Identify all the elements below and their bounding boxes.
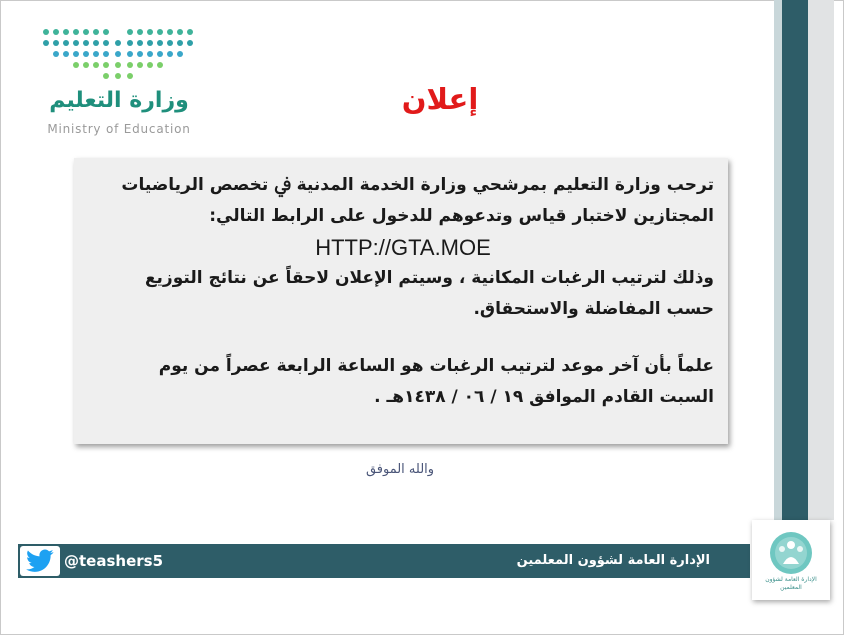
side-stripe-light [774,0,782,520]
side-stripe-dark [782,0,808,520]
ministry-name-arabic: وزارة التعليم [49,88,189,113]
closing-phrase: والله الموفق [365,462,435,477]
twitter-bird-icon [26,549,54,573]
announcement-line-4: حسب المفاضلة والاستحقاق. [473,299,714,319]
announcement-line-6: السبت القادم الموافق ١٩ / ٠٦ / ١٤٣٨هـ . [374,387,714,407]
department-logo-caption: الإدارة العامة لشؤون المعلمين [765,576,817,591]
announcement-line-3: وذلك لترتيب الرغبات المكانية ، وسيتم الإعلان لاحقاً عن نتائج التوزيع [144,268,714,288]
twitter-handle[interactable]: @teashers5 [64,552,164,570]
announcement-line-5: علماً بأن آخر موعد لترتيب الرغبات هو الساعة الرابعة عصراً من يوم [158,356,714,376]
page-title: إعلان [401,82,479,116]
department-logo-card [752,520,830,600]
department-name: الإدارة العامة لشؤون المعلمين [516,553,710,568]
department-logo-icon [768,530,814,576]
announcement-text [92,170,714,413]
twitter-button[interactable] [20,546,60,576]
announcement-line-2: المجتازين لاختبار قياس وتدعوهم للدخول على الرابط التالي: [209,206,714,226]
ministry-name-english: Ministry of Education [47,122,191,136]
registration-link[interactable]: HTTP://GTA.MOE [315,235,491,260]
side-stripe-gray [808,0,834,520]
spacer [92,325,714,351]
announcement-line-1: ترحب وزارة التعليم بمرشحي وزارة الخدمة المدنية ﰲ تخصص الرياضيات [121,175,714,195]
ministry-dots-logo-icon [40,26,196,82]
announcement-box [74,158,728,444]
